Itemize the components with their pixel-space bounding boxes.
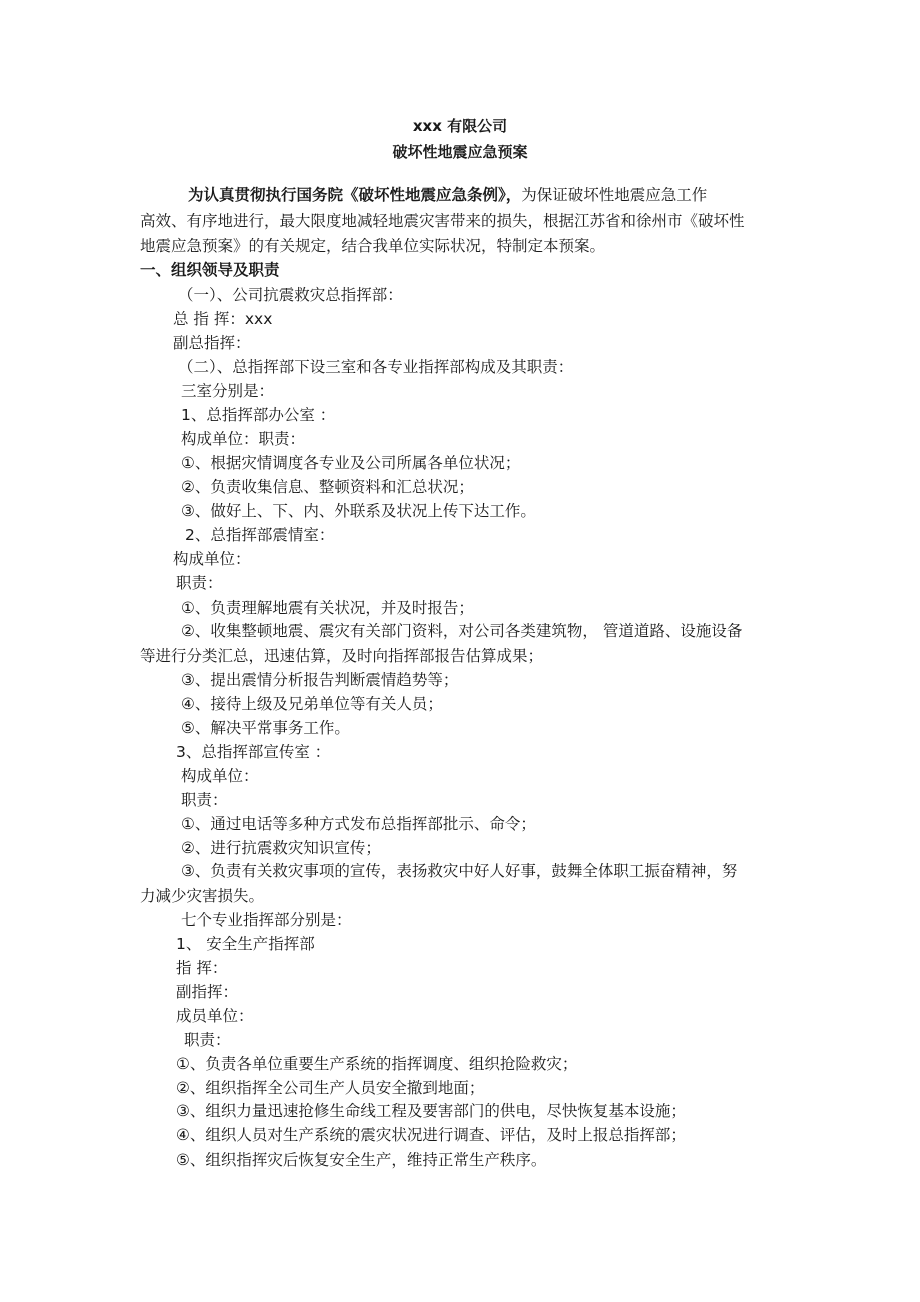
line-4: （二）、总指挥部下设三室和各专业指挥部构成及其职责： <box>178 358 574 376</box>
line-35-wrap <box>176 1101 787 1125</box>
section1-heading: 一、组织领导及职责 <box>140 261 280 279</box>
line-5: 三室分别是： <box>181 382 275 400</box>
line-18: ④、接待上级及兄弟单位等有关人员； <box>181 695 443 713</box>
intro-line-2 <box>140 211 787 235</box>
line-17: ③、提出震情分析报告判断震情趋势等； <box>181 671 459 689</box>
line-15: ②、收集整顿地震、震灾有关部门资料，对公司各类建筑物， 管道道路、设施设备 <box>181 622 743 640</box>
line-9: ②、负责收集信息、整顿资料和汇总状况； <box>181 478 474 496</box>
line-34: ②、组织指挥全公司生产人员安全撤到地面； <box>176 1079 485 1097</box>
line-24: ②、进行抗震救灾知识宣传； <box>181 839 381 857</box>
line-19: ⑤、解决平常事务工作。 <box>181 719 350 737</box>
line-27: 七个专业指挥部分别是： <box>181 911 352 929</box>
intro-line-2-text: 高效、有序地进行，最大限度地减轻地震灾害带来的损失，根据江苏省和徐州市《破坏性 <box>140 212 745 230</box>
line-20: 3、总指挥部宣传室 ： <box>176 743 331 761</box>
line-14: ①、负责理解地震有关状况，并及时报告； <box>181 599 474 617</box>
line-30: 副指挥： <box>176 983 239 1001</box>
line-29: 指 挥： <box>176 959 228 977</box>
intro-line-3-text: 地震应急预案》的有关规定，结合我单位实际状况，特制定本预案。 <box>140 237 606 255</box>
line-22: 职责： <box>181 791 228 809</box>
line-12: 构成单位： <box>173 550 251 568</box>
line-10: ③、做好上、下、内、外联系及状况上传下达工作。 <box>181 502 536 520</box>
plan-title: 破坏性地震应急预案 <box>392 143 528 161</box>
line-35: ③、组织力量迅速抢修生命线工程及要害部门的供电，尽快恢复基本设施； <box>176 1102 686 1120</box>
line-6: 1、总指挥部办公室 ： <box>181 406 336 424</box>
line-23: ①、通过电话等多种方式发布总指挥部批示、命令； <box>181 815 536 833</box>
line-2: 总 指 挥：xxx <box>173 310 273 328</box>
line-15-wrap <box>140 621 787 645</box>
line-1: （一）、公司抗震救灾总指挥部： <box>178 286 403 304</box>
line-31: 成员单位： <box>176 1007 254 1025</box>
intro-line-1 <box>140 185 787 209</box>
line-21: 构成单位： <box>181 767 259 785</box>
line-26: 力减少灾害损失。 <box>140 887 265 905</box>
line-25-wrap <box>140 861 787 885</box>
line-16: 等进行分类汇总，迅速估算，及时向指挥部报告估算成果； <box>140 647 544 665</box>
line-37: ⑤、组织指挥灾后恢复安全生产，维持正常生产秩序。 <box>176 1151 547 1169</box>
intro-bold-text: 为认真贯彻执行国务院《破坏性地震应急条例》， <box>188 186 522 204</box>
line-28: 1、 安全生产指挥部 <box>176 935 315 953</box>
line-33: ①、负责各单位重要生产系统的指挥调度、组织抢险救灾； <box>176 1055 578 1073</box>
intro-rest-text: 为保证破坏性地震应急工作 <box>521 186 708 204</box>
line-13: 职责： <box>176 574 223 592</box>
intro-line-3 <box>140 236 787 260</box>
company-title: xxx 有限公司 <box>412 117 508 135</box>
line-3: 副总指挥： <box>173 334 251 352</box>
line-7: 构成单位：职责： <box>181 430 306 448</box>
line-11: 2、总指挥部震情室： <box>185 526 335 544</box>
line-32: 职责： <box>184 1031 231 1049</box>
line-8: ①、根据灾情调度各专业及公司所属各单位状况； <box>181 454 521 472</box>
line-25: ③、负责有关救灾事项的宣传，表扬救灾中好人好事，鼓舞全体职工振奋精神，努 <box>181 862 738 880</box>
line-36: ④、组织人员对生产系统的震灾状况进行调查、评估，及时上报总指挥部； <box>176 1126 686 1144</box>
line-36-wrap <box>176 1125 787 1149</box>
